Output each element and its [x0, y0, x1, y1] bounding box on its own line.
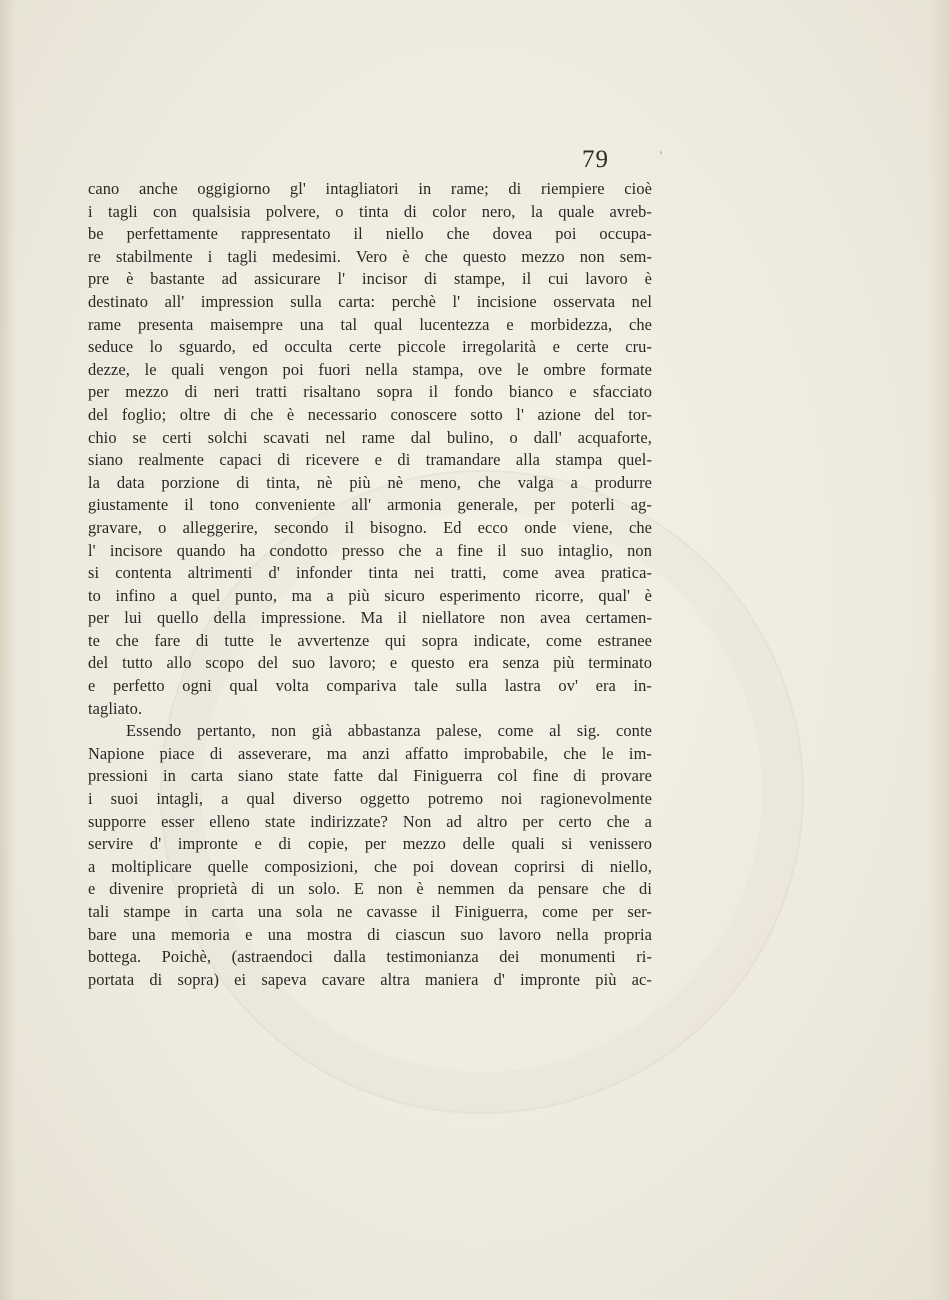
text-line: bottega. Poichè, (astraendoci dalla testimonianza dei monumenti ri-: [88, 947, 652, 967]
page-edge-shadow-right: [928, 0, 950, 1300]
text-line: Napione piace di asseverare, ma anzi affatto improbabile, che le im-: [88, 743, 652, 763]
text-line: siano realmente capaci di ricevere e di tramandare alla stampa quel-: [88, 450, 652, 470]
text-line: per lui quello della impressione. Ma il niellatore non avea certamen-: [88, 608, 652, 628]
text-line: i suoi intagli, a qual diverso oggetto potremo noi ragionevolmente: [88, 789, 652, 809]
text-line: giustamente il tono conveniente all' armonia generale, per poterli ag-: [88, 495, 652, 515]
paragraph-end-line: tagliato.: [88, 698, 143, 718]
body-text: [88, 178, 652, 991]
text-line: a moltiplicare quelle composizioni, che poi dovean coprirsi di niello,: [88, 856, 652, 876]
text-line: be perfettamente rappresentato il niello che dovea poi occupa-: [88, 224, 652, 244]
text-line: rame presenta maisempre una tal qual lucentezza e morbidezza, che: [88, 314, 652, 334]
text-line: cano anche oggigiorno gl' intagliatori in rame; di riempiere cioè: [88, 179, 652, 198]
text-line: gravare, o alleggerire, secondo il bisogno. Ed ecco onde viene, che: [88, 517, 652, 537]
text-line: la data porzione di tinta, nè più nè meno, che valga a produrre: [88, 472, 652, 492]
text-line: e divenire proprietà di un solo. E non è nemmen da pensare che di: [88, 879, 652, 899]
text-line: per mezzo di neri tratti risaltano sopra il fondo bianco e sfacciato: [88, 382, 652, 402]
text-line: del tutto allo scopo del suo lavoro; e questo era senza più terminato: [88, 653, 652, 673]
text-line: e perfetto ogni qual volta compariva tale sulla lastra ov' era in-: [88, 676, 652, 696]
paragraph-start-line: Essendo pertanto, non già abbastanza palese, come al sig. conte: [126, 721, 652, 741]
text-line: to infino a quel punto, ma a più sicuro esperimento ricorre, qual' è: [88, 585, 652, 605]
text-line: servire d' impronte e di copie, per mezzo delle quali si venissero: [88, 834, 652, 854]
text-line: pre è bastante ad assicurare l' incisor di stampe, il cui lavoro è: [88, 269, 652, 289]
page-edge-shadow-left: [0, 0, 16, 1300]
text-line: tali stampe in carta una sola ne cavasse il Finiguerra, come per ser-: [88, 902, 652, 921]
text-line: del foglio; oltre di che è necessario conoscere sotto l' azione del tor-: [88, 404, 652, 424]
text-line: bare una memoria e una mostra di ciascun suo lavoro nella propria: [88, 924, 652, 944]
text-line: pressioni in carta siano state fatte dal Finiguerra col fine di provare: [88, 766, 652, 786]
margin-mark: ': [660, 148, 663, 162]
text-line: te che fare di tutte le avvertenze qui sopra indicate, come estranee: [88, 630, 652, 650]
text-line: dezze, le quali vengon poi fuori nella stampa, ove le ombre formate: [88, 359, 652, 379]
text-line: portata di sopra) ei sapeva cavare altra maniera d' impronte più ac-: [88, 969, 652, 989]
text-line: si contenta altrimenti d' infonder tinta nei tratti, come avea pratica-: [88, 563, 652, 583]
page-number: 79: [582, 146, 609, 173]
text-line: seduce lo sguardo, ed occulta certe piccole irregolarità e certe cru-: [88, 337, 652, 357]
text-line: chio se certi solchi scavati nel rame dal bulino, o dall' acquaforte,: [88, 427, 652, 447]
text-line: destinato all' impression sulla carta: perchè l' incisione osservata nel: [88, 291, 652, 311]
text-line: i tagli con qualsisia polvere, o tinta di color nero, la quale avreb-: [88, 201, 652, 221]
text-line: supporre esser elleno state indirizzate? Non ad altro per certo che a: [88, 811, 652, 831]
text-line: re stabilmente i tagli medesimi. Vero è che questo mezzo non sem-: [88, 246, 652, 266]
text-line: l' incisore quando ha condotto presso che a fine il suo intaglio, non: [88, 540, 652, 560]
